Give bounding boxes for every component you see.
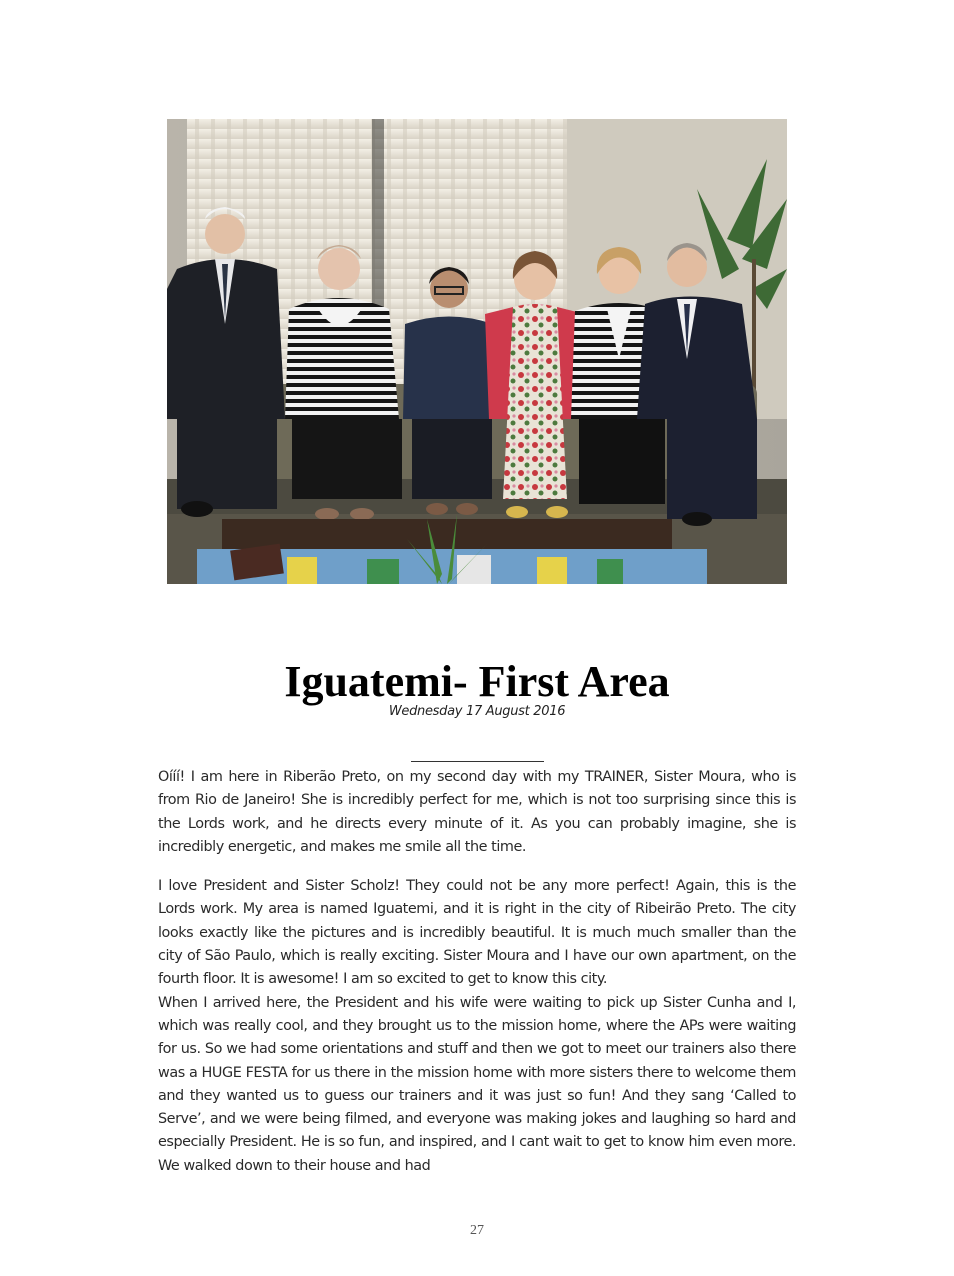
- paragraph: I love President and Sister Scholz! They could not be any more perfect! Again, this is the Lords work. My area is named Iguatemi, and it is right in the city of Ribeirão Preto. The city looks exactly like the pictures and is incredibly beautiful. It is much much smaller than the city of São Paulo, which is really exciting. Sister Moura and I have our own apartment, on the fourth floor. It is awesome! I am so excited to get to know this city.: [158, 878, 796, 988]
- divider: [411, 761, 544, 762]
- article-date: Wednesday 17 August 2016: [388, 704, 566, 719]
- group-photo: [167, 119, 787, 584]
- article-title: Iguatemi- First Area: [284, 657, 670, 706]
- page-number: 27: [470, 1223, 484, 1238]
- article-body: [158, 766, 796, 1178]
- paragraph: When I arrived here, the President and his wife were waiting to pick up Sister Cunha and I, which was really cool, and they brought us to the mission home, where the APs were waiting for us. So we had some orientations and stuff and then we got to meet our trainers also there was a HUGE FESTA for us there in the mission home with more sisters there to welcome them and they wanted us to guess our trainers and it was just so fun! And they sang ‘Called to Serve’, and we were being filmed, and everyone was making jokes and laughing so hard and especially President. He is so fun, and inspired, and I cant wait to get to know him even more. We walked down to their house and had: [158, 994, 796, 1174]
- paragraph: Oííí! I am here in Riberão Preto, on my second day with my TRAINER, Sister Moura, who is from Rio de Janeiro! She is incredibly perfect for me, which is not too surprising since this is the Lords work, and he directs every minute of it. As you can probably imagine, she is incredibly energetic, and makes me smile all the time.: [158, 769, 796, 855]
